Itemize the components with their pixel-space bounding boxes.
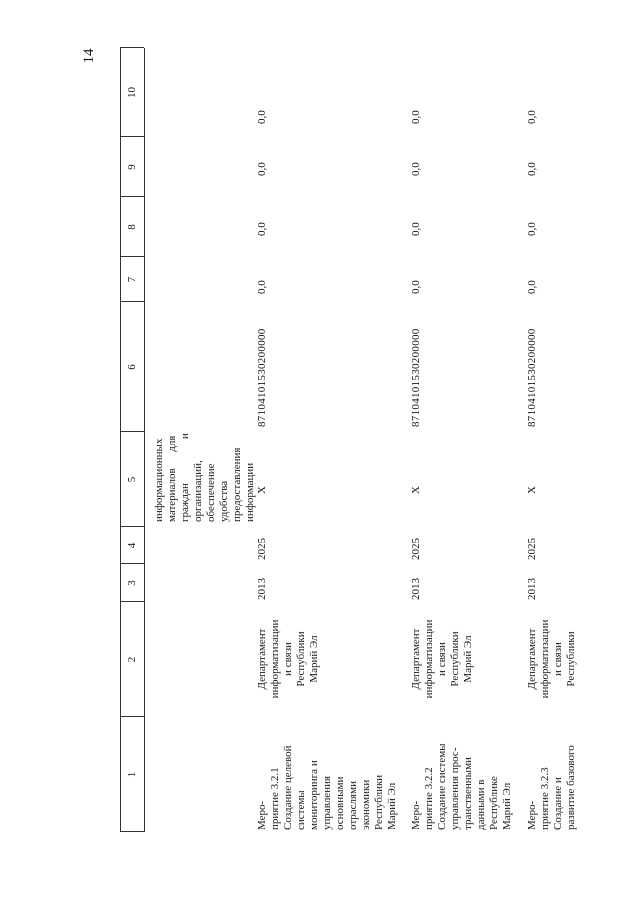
value-col7: 0,0 (526, 280, 538, 294)
value-col9: 0,0 (526, 162, 538, 176)
col-header: 8 (126, 224, 138, 230)
col-header: 5 (126, 476, 138, 483)
page-number: 14 (81, 48, 97, 64)
budget-code: 87104101530200000 (526, 328, 538, 427)
value-col10: 0,0 (256, 110, 268, 124)
budget-table (120, 48, 640, 832)
col-header: 1 (126, 771, 138, 778)
value-col8: 0,0 (410, 222, 422, 236)
col-header: 3 (126, 580, 138, 586)
end-year: 2025 (410, 538, 422, 560)
start-year: 2013 (410, 578, 422, 600)
col-header: 6 (126, 364, 138, 370)
value-col8: 0,0 (526, 222, 538, 236)
col5-value: X (526, 486, 538, 494)
value-col9: 0,0 (256, 162, 268, 176)
start-year: 2013 (256, 578, 268, 600)
table-row-executor: Департамент информатизации и связи Республики Марий Эл (410, 619, 474, 699)
value-col10: 0,0 (526, 110, 538, 124)
col-header: 7 (126, 276, 138, 283)
value-col7: 0,0 (256, 280, 268, 294)
table-row-activity: Меро- приятие 3.2.1 Создание целевой системы мониторинга и управления основными отраслями экономики Республики Марий Эл (256, 745, 398, 830)
end-year: 2025 (526, 538, 538, 560)
value-col10: 0,0 (410, 110, 422, 124)
value-col9: 0,0 (410, 162, 422, 176)
value-col7: 0,0 (410, 280, 422, 294)
table-row-executor: Департамент информатизации и связи Республики Марий Эл (256, 619, 320, 699)
budget-code: 87104101530200000 (256, 328, 268, 427)
header-bottom-border (144, 48, 145, 832)
table-row-activity: Меро- приятие 3.2.2 Создание системы управления прос- транственными данными в Республике Марий Эл (410, 743, 513, 830)
start-year: 2013 (526, 578, 538, 600)
col-header: 10 (126, 87, 138, 98)
budget-code: 87104101530200000 (410, 328, 422, 427)
end-year: 2025 (256, 538, 268, 560)
table-row-activity: Меро- приятие 3.2.3 Создание и развитие базового (526, 745, 577, 830)
col5-value: X (256, 486, 268, 494)
col-header: 4 (126, 542, 138, 549)
value-col8: 0,0 (256, 222, 268, 236)
col5-value: X (410, 486, 422, 494)
continuation-text: информационных материалов для граждан и организаций, обеспечение удобства предоставления информации (153, 433, 256, 522)
col-header: 9 (126, 164, 138, 170)
col-header: 2 (126, 656, 138, 663)
table-row-executor: Департамент информатизации и связи Республики (526, 619, 577, 699)
